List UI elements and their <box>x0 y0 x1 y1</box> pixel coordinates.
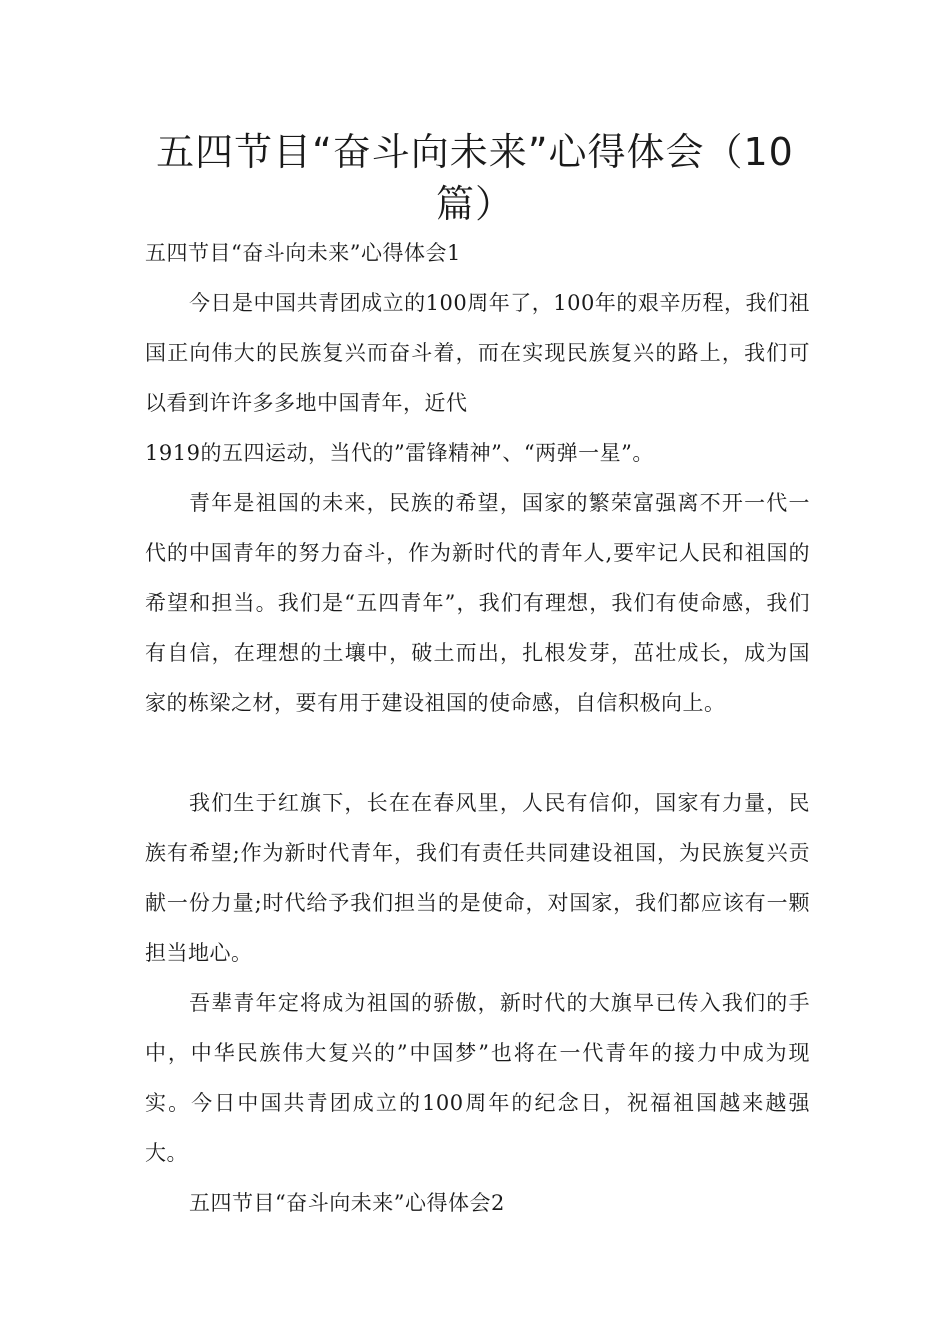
section-1-paragraph-1: 今日是中国共青团成立的100周年了，100年的艰辛历程，我们祖国正向伟大的民族复兴而奋斗着，而在实现民族复兴的路上，我们可以看到许许多多地中国青年，近代 <box>145 291 810 415</box>
section-1-paragraph-5: 吾辈青年定将成为祖国的骄傲，新时代的大旗早已传入我们的手中，中华民族伟大复兴的”中国梦”也将在一代青年的接力中成为现实。今日中国共青团成立的100周年的纪念日，祝福祖国越来越强大。 <box>145 991 810 1165</box>
section-1-paragraph-4: 我们生于红旗下，长在在春风里，人民有信仰，国家有力量，民族有希望;作为新时代青年，我们有责任共同建设祖国，为民族复兴贡献一份力量;时代给予我们担当的是使命，对国家，我们都应该有一颗担当地心。 <box>145 791 810 965</box>
document-title: 五四节目“奋斗向未来”心得体会（10篇） <box>156 130 794 226</box>
section-1-paragraph-2: 1919的五四运动，当代的”雷锋精神”、“两弹一星”。 <box>145 441 654 465</box>
section-1-paragraph-3: 青年是祖国的未来，民族的希望，国家的繁荣富强离不开一代一代的中国青年的努力奋斗，作为新时代的青年人,要牢记人民和祖国的希望和担当。我们是“五四青年”，我们有理想，我们有使命感，我们有自信，在理想的土壤中，破土而出，扎根发芽，茁壮成长，成为国家的栋梁之材，要有用于建设祖国的使命感，自信积极向上。 <box>145 491 810 715</box>
section-1-heading: 五四节目“奋斗向未来”心得体会1 <box>145 241 461 265</box>
section-2-heading: 五四节目“奋斗向未来”心得体会2 <box>189 1191 505 1215</box>
